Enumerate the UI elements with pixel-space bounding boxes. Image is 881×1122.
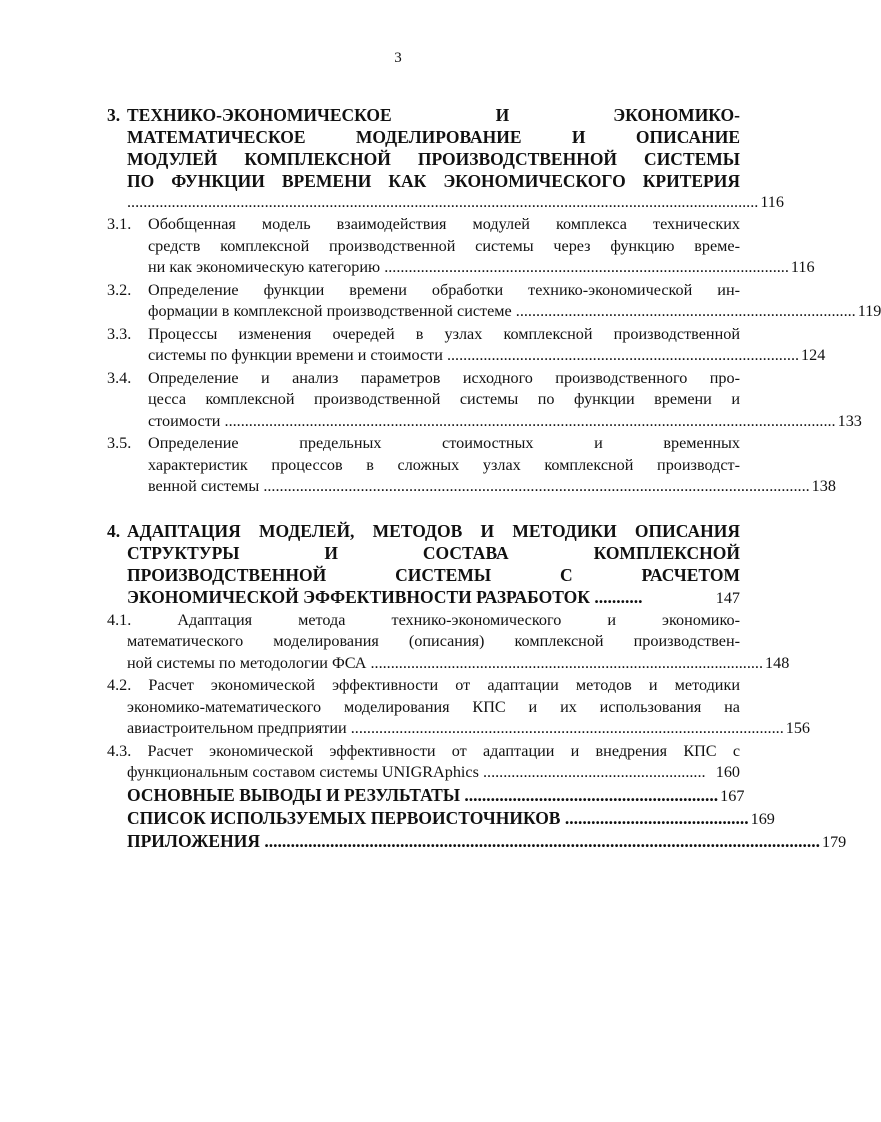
entry-title: ОСНОВНЫЕ ВЫВОДЫ И РЕЗУЛЬТАТЫ: [127, 784, 461, 805]
chapter-4-title-line: СТРУКТУРЫ И СОСТАВА КОМПЛЕКСНОЙ: [127, 542, 740, 563]
entry-number: 3.2.: [107, 280, 132, 299]
chapter-4-title-line: ПРОИЗВОДСТВЕННОЙ СИСТЕМЫ С РАСЧЕТОМ: [127, 564, 740, 585]
leader-dots: ............................................................................................................................................................: [127, 193, 759, 211]
chapter-4-number: 4.: [107, 520, 121, 541]
entry-title: ПРИЛОЖЕНИЯ: [127, 830, 260, 851]
entry-first-line: [107, 741, 740, 763]
toc-entry-4-1: [107, 610, 790, 675]
entry-number: 3.4.: [107, 368, 132, 387]
page-number: 3: [394, 50, 402, 66]
entry-line: авиастроительном предприятии: [127, 719, 347, 737]
toc-entry-4-3: [107, 741, 740, 784]
entry-title: СПИСОК ИСПОЛЬЗУЕМЫХ ПЕРВОИСТОЧНИКОВ: [127, 807, 561, 828]
entry-line: ной системы по методологии ФСА: [127, 653, 367, 672]
entry-line: ни как экономическую категорию: [148, 258, 381, 276]
entry-number: 3.3.: [107, 324, 132, 343]
page-ref: 138: [811, 477, 836, 495]
entry-line: Расчет экономической эффективности от адаптации и внедрения КПС с: [147, 741, 741, 760]
leader-dots: ....................................................................................................: [384, 258, 789, 276]
leader-dots: .......................................................................................................................................: [263, 477, 810, 495]
entry-first-line: [107, 610, 740, 632]
leader-dots: ..........................................................: [464, 784, 719, 805]
entry-number: 4.2.: [107, 676, 132, 694]
entry-line: венной системы: [148, 477, 260, 495]
entry-line: Адаптация метода технико-экономического и экономико-: [177, 610, 740, 629]
entry-line: стоимости: [148, 411, 221, 430]
chapter-3-title-line: ТЕХНИКО-ЭКОНОМИЧЕСКОЕ И ЭКОНОМИКО-: [127, 105, 740, 125]
toc-entry-3-2: [107, 280, 881, 323]
entry-line: Определение и анализ параметров исходного производственного про-: [148, 368, 740, 387]
entry-line: экономико-математического моделирования КПС и их использования на: [127, 697, 740, 716]
leader-dots: .................................................................................................: [370, 653, 764, 672]
page-ref: 160: [715, 763, 740, 781]
toc-entry-references: [127, 807, 775, 830]
page-ref: 147: [715, 588, 740, 607]
page-ref: 116: [790, 258, 815, 276]
chapter-3-title-line: МОДУЛЕЙ КОМПЛЕКСНОЙ ПРОИЗВОДСТВЕННОЙ СИСТЕМЫ: [127, 149, 740, 169]
toc-entry-3-4: [107, 368, 862, 433]
chapter-3-number: 3.: [107, 105, 121, 125]
leader-dots: ...........................................................................................................: [350, 719, 784, 737]
leader-dots: ..........................................: [564, 807, 749, 828]
leader-dots: ....................................................................................: [515, 302, 856, 320]
toc-entry-conclusions: [127, 784, 745, 807]
entry-line: функциональным составом системы UNIGRAphics: [127, 763, 479, 781]
entry-first-line: [107, 675, 740, 697]
leader-dots: .......................................................: [482, 763, 706, 781]
chapter-3-leader: [127, 192, 784, 213]
chapter-3-title-line: ПО ФУНКЦИИ ВРЕМЕНИ КАК ЭКОНОМИЧЕСКОГО КРИТЕРИЯ: [127, 171, 740, 191]
chapter-3-heading: [107, 104, 740, 192]
entry-line: формации в комплексной производственной системе: [148, 302, 512, 320]
toc-entry-3-5: [107, 433, 836, 498]
page-ref: 133: [837, 411, 862, 430]
entry-line: Определение предельных стоимостных и временных: [148, 434, 740, 452]
entry-line: Процессы изменения очередей в узлах комплексной производственной: [148, 324, 740, 343]
page-ref: 124: [801, 346, 826, 364]
entry-number: 3.1.: [107, 215, 132, 233]
entry-line: средств комплексной производственной системы через функцию време-: [148, 236, 740, 255]
entry-number: 4.3.: [107, 741, 132, 760]
toc-entry-3-1: [107, 214, 815, 279]
page-ref: 167: [720, 786, 745, 805]
chapter-4-heading: [107, 520, 740, 609]
page-ref: 156: [785, 719, 811, 737]
page-ref: 148: [765, 653, 790, 672]
entry-line: характеристик процессов в сложных узлах комплексной производст-: [148, 455, 740, 474]
page-ref: 116: [760, 193, 784, 211]
entry-number: 3.5.: [107, 434, 132, 452]
entry-line: цесса комплексной производственной системы по функции времени и: [148, 390, 740, 408]
leader-dots: ...............................................................................................................................: [264, 830, 820, 851]
leader-dots: .......................................................................................................................................................: [224, 411, 836, 430]
entry-line: системы по функции времени и стоимости: [148, 346, 443, 364]
leader-dots: .......................................................................................: [446, 346, 800, 364]
toc-entry-3-3: [107, 324, 826, 367]
table-of-contents: [107, 104, 881, 853]
toc-entry-appendices: [127, 830, 847, 853]
page-ref: 179: [821, 832, 847, 851]
entry-line: математического моделирования (описания) комплексной производствен-: [127, 632, 740, 650]
page-ref: 119: [857, 302, 881, 320]
chapter-4-title-line: АДАПТАЦИЯ МОДЕЛЕЙ, МЕТОДОВ И МЕТОДИКИ ОПИСАНИЯ: [127, 520, 740, 541]
page-ref: 169: [750, 809, 775, 828]
chapter-4-title-line: ЭКОНОМИЧЕСКОЙ ЭФФЕКТИВНОСТИ РАЗРАБОТОК: [127, 586, 590, 607]
entry-line: Обобщенная модель взаимодействия модулей комплекса технических: [148, 215, 740, 233]
entry-number: 4.1.: [107, 610, 132, 629]
toc-entry-4-2: [107, 675, 811, 740]
chapter-3-title-line: МАТЕМАТИЧЕСКОЕ МОДЕЛИРОВАНИЕ И ОПИСАНИЕ: [127, 127, 740, 147]
entry-line: Расчет экономической эффективности от адаптации методов и методики: [148, 676, 740, 694]
entry-line: Определение функции времени обработки технико-экономической ин-: [148, 280, 740, 299]
leader-dots: ...........: [594, 586, 643, 607]
